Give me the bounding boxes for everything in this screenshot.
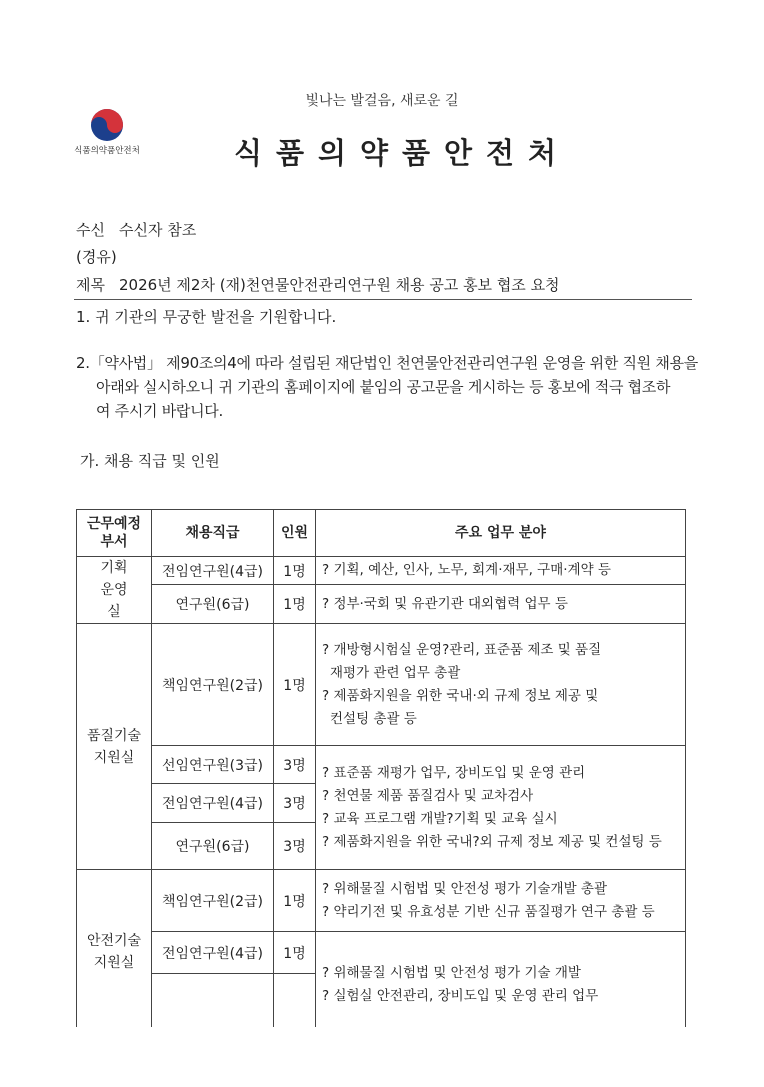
count-cell: 3명 <box>274 746 316 784</box>
paragraph-2-line-3: 여 주시기 바랍니다. <box>96 402 223 420</box>
subject-value: 2026년 제2차 (재)천연물안전관리연구원 채용 공고 홍보 협조 요청 <box>118 276 560 294</box>
grade-cell: 연구원(6급) <box>152 585 274 624</box>
grade-cell: 책임연구원(2급) <box>152 870 274 932</box>
header-count: 인원 <box>274 510 316 557</box>
task-cell: ? 위해물질 시험법 및 안전성 평가 기술개발 총괄 ? 약리기전 및 유효성분 기반 신규 품질평가 연구 총괄 등 <box>316 870 686 932</box>
grade-cell <box>152 974 274 1034</box>
subject-label: 제목 <box>76 276 105 294</box>
page-cutoff <box>70 1027 700 1087</box>
recipient-value: 수신자 참조 <box>118 221 197 239</box>
grade-cell: 연구원(6급) <box>152 823 274 870</box>
header-dept: 근무예정 부서 <box>77 510 152 557</box>
table-row <box>77 585 686 624</box>
header-tasks: 주요 업무 분야 <box>316 510 686 557</box>
subject-line <box>76 274 560 295</box>
table-row <box>77 932 686 974</box>
count-cell: 1명 <box>274 624 316 746</box>
grade-cell: 전임연구원(4급) <box>152 557 274 585</box>
org-logo-text: 식품의약품안전처 <box>74 146 140 156</box>
org-title: 식품의약품안전처 <box>233 136 571 170</box>
slogan: 빛나는 발걸음, 새로운 길 <box>305 93 459 109</box>
table-row <box>77 870 686 932</box>
grade-cell: 전임연구원(4급) <box>152 784 274 823</box>
dept-cell: 품질기술 지원실 <box>77 624 152 870</box>
task-cell: ? 정부·국회 및 유관기관 대외협력 업무 등 <box>316 585 686 624</box>
recipient-label: 수신 <box>76 221 105 239</box>
paragraph-2-line-1: 2.「약사법」 제90조의4에 따라 설립된 재단법인 천연물안전관리연구원 운영을 위한 직원 채용을 <box>76 354 698 372</box>
table-header-row <box>77 510 686 557</box>
header-grade: 채용직급 <box>152 510 274 557</box>
count-cell: 3명 <box>274 784 316 823</box>
paragraph-2-line-2: 아래와 실시하오니 귀 기관의 홈페이지에 붙임의 공고문을 게시하는 등 홍보에 적극 협조하 <box>96 378 671 396</box>
count-cell <box>274 974 316 1034</box>
dept-cell: 안전기술 지원실 <box>77 870 152 1034</box>
grade-cell: 선임연구원(3급) <box>152 746 274 784</box>
grade-cell: 책임연구원(2급) <box>152 624 274 746</box>
table-row <box>77 746 686 784</box>
paragraph-1: 1. 귀 기관의 무궁한 발전을 기원합니다. <box>76 308 337 326</box>
task-cell: ? 개방형시험실 운영?관리, 표준품 제조 및 품질 재평가 관련 업무 총괄 ? 제품화지원을 위한 국내·외 규제 정보 제공 및 컨설팅 총괄 등 <box>316 624 686 746</box>
subject-divider <box>74 299 692 300</box>
table-row <box>77 557 686 585</box>
count-cell: 1명 <box>274 870 316 932</box>
grade-cell: 전임연구원(4급) <box>152 932 274 974</box>
task-cell: ? 표준품 재평가 업무, 장비도입 및 운영 관리 ? 천연물 제품 품질검사 및 교차검사 ? 교육 프로그램 개발?기획 및 교육 실시 ? 제품화지원을 위한 국내?외 규제 정보 제공 및 컨설팅 등 <box>316 746 686 870</box>
task-cell: ? 위해물질 시험법 및 안전성 평가 기술 개발 ? 실험실 안전관리, 장비도입 및 운영 관리 업무 <box>316 932 686 1034</box>
via-line: (경유) <box>76 248 117 266</box>
count-cell: 1명 <box>274 585 316 624</box>
count-cell: 1명 <box>274 557 316 585</box>
count-cell: 3명 <box>274 823 316 870</box>
section-heading-a: 가. 채용 직급 및 인원 <box>80 452 220 470</box>
paragraph-2 <box>76 351 698 423</box>
count-cell: 1명 <box>274 932 316 974</box>
recruitment-table <box>76 509 686 1034</box>
task-cell: ? 기획, 예산, 인사, 노무, 회계·재무, 구매·계약 등 <box>316 557 686 585</box>
dept-cell: 기획 운영실 <box>77 557 152 624</box>
table-row <box>77 624 686 746</box>
recipient-line <box>76 219 196 240</box>
